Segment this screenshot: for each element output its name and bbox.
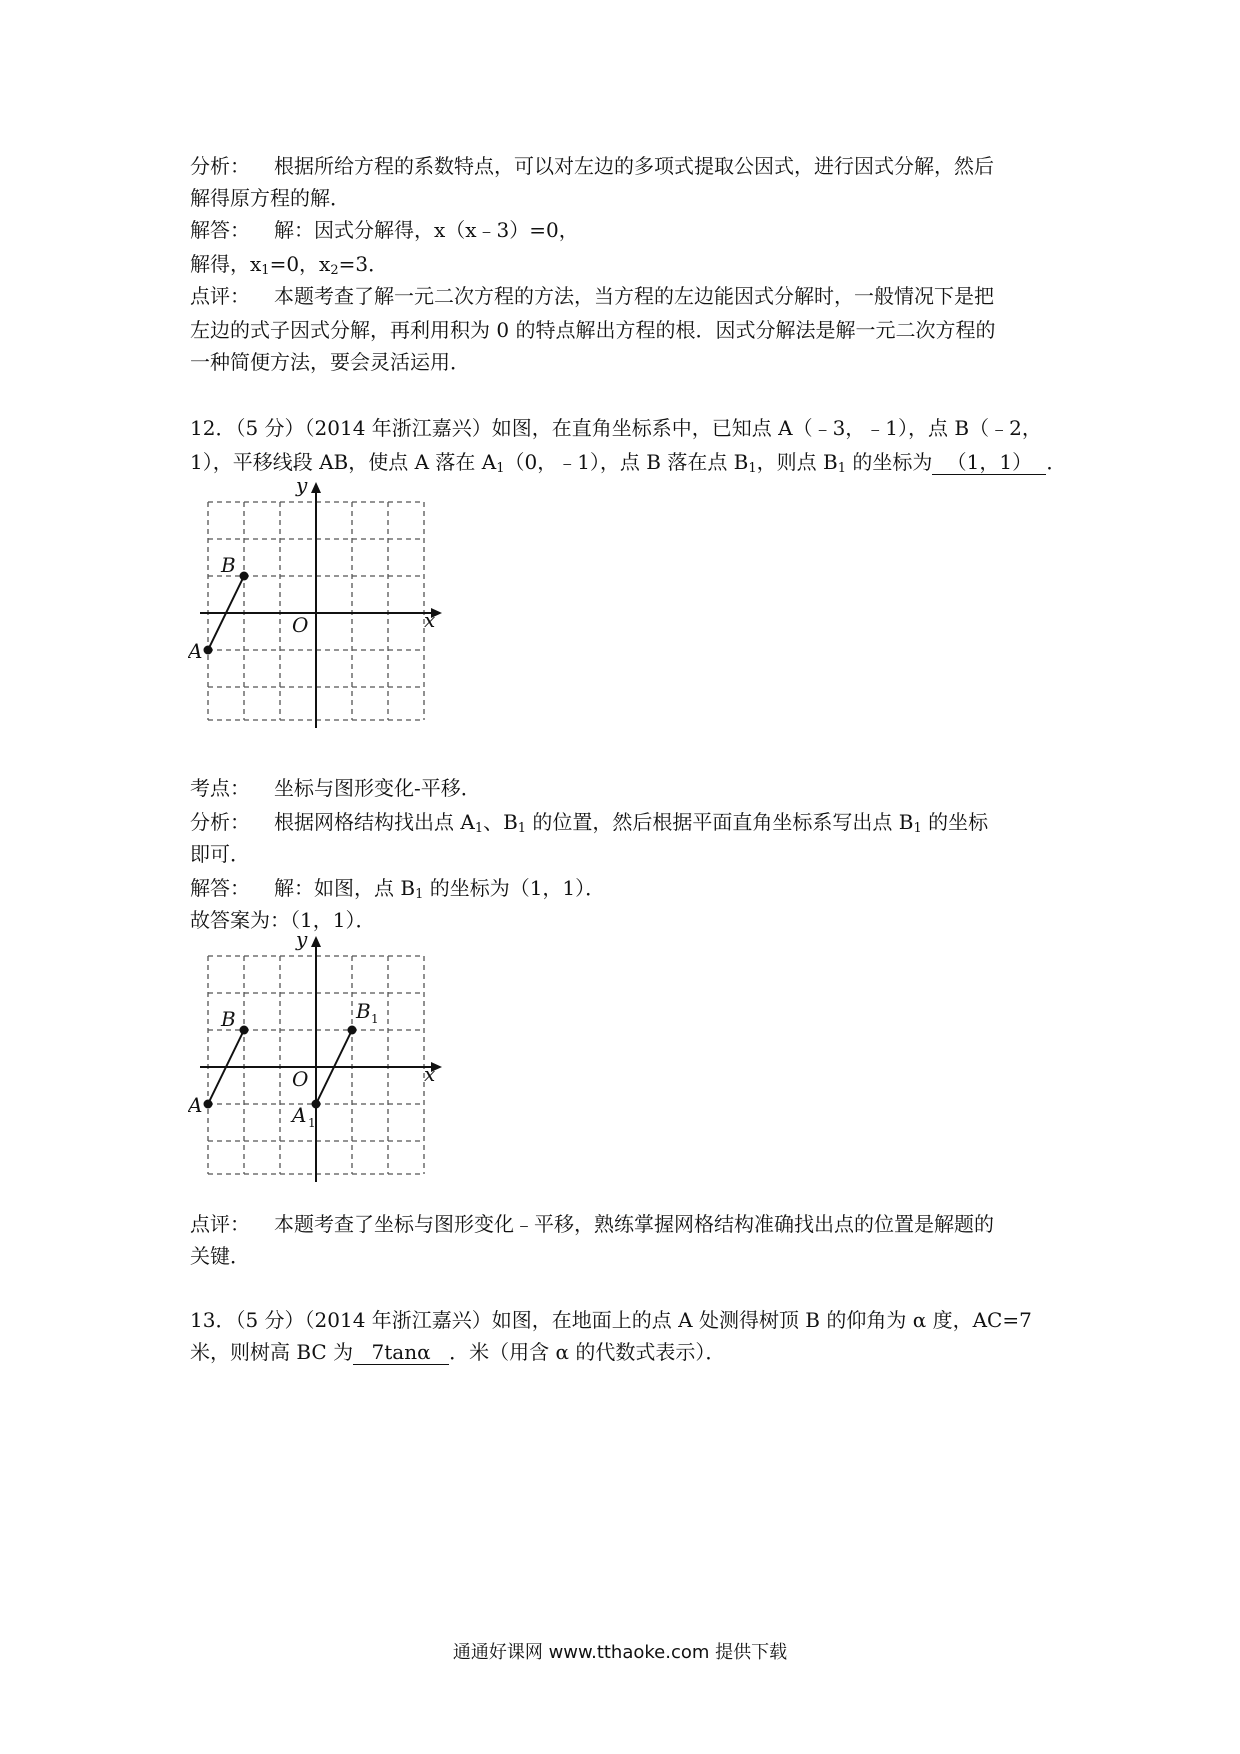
text: 米，则树高 BC 为 xyxy=(190,1340,354,1364)
y-axis-label: y xyxy=(296,934,308,951)
point-b1 xyxy=(348,1026,357,1035)
point-a xyxy=(204,1100,213,1109)
point-a1-subscript: 1 xyxy=(308,1116,316,1130)
q12-solution-line xyxy=(190,876,605,900)
analysis-label: 分析： xyxy=(190,154,250,178)
footer-watermark: 通通好课网 www.tthaoke.com 提供下载 xyxy=(452,1642,788,1663)
point-a xyxy=(204,646,213,655)
x-axis-label: x xyxy=(424,608,436,632)
point-b1-label: B xyxy=(356,999,371,1023)
question-12-line-2 xyxy=(190,450,1066,475)
test-point-text: 坐标与图形变化-平移． xyxy=(274,776,481,800)
coordinate-grid-figure-2 xyxy=(188,934,448,1184)
comment-line-2: 左边的式子因式分解，再利用积为 0 的特点解出方程的根．因式分解法是解一元二次方程的 xyxy=(190,318,996,342)
question-13-line-2 xyxy=(190,1340,725,1365)
text: 的坐标为 xyxy=(846,450,933,474)
analysis-label: 分析： xyxy=(190,810,250,834)
point-b1-subscript: 1 xyxy=(371,1012,379,1026)
text: ，则点 B xyxy=(756,450,838,474)
point-b xyxy=(240,1026,249,1035)
origin-label: O xyxy=(292,1067,309,1091)
analysis-line-1 xyxy=(190,154,994,178)
subscript: 2 xyxy=(330,263,339,278)
comment-text: 本题考查了坐标与图形变化﹣平移，熟练掌握网格结构准确找出点的位置是解题的 xyxy=(274,1212,994,1236)
text: 解：如图，点 B xyxy=(274,876,416,900)
subscript: 1 xyxy=(261,263,270,278)
subscript: 1 xyxy=(837,461,847,476)
q12-analysis-line-1 xyxy=(190,810,988,834)
subscript: 1 xyxy=(748,461,757,476)
axes xyxy=(200,486,436,728)
subscript: 1 xyxy=(474,821,484,836)
y-axis-arrow-icon xyxy=(311,936,321,947)
comment-label: 点评： xyxy=(190,284,250,308)
point-a-label: A xyxy=(188,1093,203,1117)
text: ．米（用含 α 的代数式表示）． xyxy=(449,1340,726,1364)
subscript: 1 xyxy=(496,461,505,476)
solution-line-1 xyxy=(190,218,579,242)
text: 的位置，然后根据平面直角坐标系写出点 B xyxy=(526,810,914,834)
text: ． xyxy=(1046,450,1067,474)
y-axis-arrow-icon xyxy=(311,482,321,493)
x-axis-label: x xyxy=(424,1062,436,1086)
point-a1 xyxy=(312,1100,321,1109)
comment-text: 本题考查了解一元二次方程的方法，当方程的左边能因式分解时，一般情况下是把 xyxy=(274,284,994,308)
axes xyxy=(200,940,436,1182)
q12-analysis-line-2: 即可． xyxy=(190,842,250,866)
test-point-label: 考点： xyxy=(190,776,250,800)
point-b-label: B xyxy=(221,553,236,577)
subscript: 1 xyxy=(913,821,922,836)
text: 、B xyxy=(483,810,518,834)
solution-text: 解：因式分解得，x（x﹣3）=0， xyxy=(274,218,579,242)
y-axis-label: y xyxy=(296,480,308,497)
text: 解得，x xyxy=(190,252,262,276)
subscript: 1 xyxy=(517,821,527,836)
analysis-line-2: 解得原方程的解． xyxy=(190,186,350,210)
solution-label: 解答： xyxy=(190,876,250,900)
text: 的坐标为（1，1）． xyxy=(423,876,606,900)
comment-line-1 xyxy=(190,284,994,308)
question-12-line-1: 12．（5 分）（2014 年浙江嘉兴）如图，在直角坐标系中，已知点 A（﹣3，﹣1），点 B（﹣2， xyxy=(190,416,1042,440)
solution-line-2 xyxy=(190,252,388,276)
solution-label: 解答： xyxy=(190,218,250,242)
origin-label: O xyxy=(292,613,309,637)
q12-answer-line: 故答案为：（1，1）． xyxy=(190,908,376,932)
answer-blank: 7tanα xyxy=(353,1340,449,1365)
text: =0，x xyxy=(269,252,331,276)
comment-line-3: 一种简便方法，要会灵活运用． xyxy=(190,350,470,374)
text: 1），平移线段 AB，使点 A 落在 A xyxy=(190,450,497,474)
comment-label: 点评： xyxy=(190,1212,250,1236)
question-13-line-1: 13．（5 分）（2014 年浙江嘉兴）如图，在地面上的点 A 处测得树顶 B 的仰角为 α 度，AC=7 xyxy=(190,1308,1032,1332)
text: 根据网格结构找出点 A xyxy=(274,810,475,834)
coordinate-grid-figure-1 xyxy=(188,480,448,730)
q12-comment-line-2: 关键． xyxy=(190,1244,250,1268)
point-b xyxy=(240,572,249,581)
point-a1-label: A xyxy=(292,1103,307,1127)
analysis-text: 根据所给方程的系数特点，可以对左边的多项式提取公因式，进行因式分解，然后 xyxy=(274,154,994,178)
text: 的坐标 xyxy=(921,810,989,834)
answer-blank: （1，1） xyxy=(932,450,1046,475)
point-a-label: A xyxy=(188,639,203,663)
subscript: 1 xyxy=(415,887,424,902)
point-b-label: B xyxy=(221,1007,236,1031)
text: （0，﹣1），点 B 落在点 B xyxy=(504,450,749,474)
text: =3． xyxy=(338,252,389,276)
test-point-line xyxy=(190,776,481,800)
q12-comment-line-1 xyxy=(190,1212,994,1236)
